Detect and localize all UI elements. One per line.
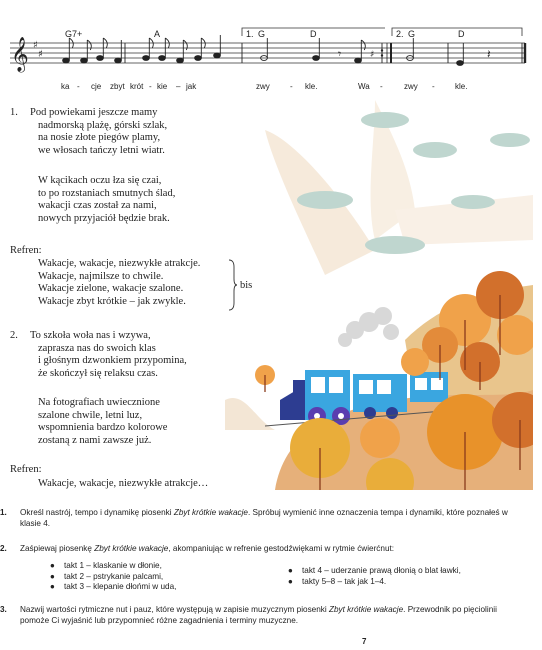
- lyric-syllable: -: [432, 82, 435, 91]
- verse-1-stanza-1: [10, 107, 168, 157]
- verse-2-stanza-1: [10, 330, 187, 380]
- chord-label: D: [458, 29, 465, 39]
- lyric-syllable: -: [77, 82, 80, 91]
- verse-line: nadmorską plażę, górski szlak,: [38, 119, 168, 131]
- task-number: 1.: [0, 508, 7, 517]
- verse-number: 1.: [10, 107, 18, 118]
- verse-line: to po rozstaniach smutnych ślad,: [38, 187, 176, 199]
- task-1: [0, 507, 528, 529]
- verse-line: W kącikach oczu łza się czai,: [38, 175, 162, 186]
- chord-label: G7+: [65, 29, 83, 39]
- chord-label: G: [258, 29, 266, 39]
- lyric-syllable: ka: [61, 82, 70, 91]
- task-number: 3.: [0, 605, 7, 614]
- lyric-syllable: zwy: [256, 82, 270, 91]
- bullet-list-left: [50, 561, 176, 593]
- train-landscape-illustration: [225, 100, 533, 490]
- lyric-syllable: krót: [130, 82, 144, 91]
- verse-line: szalone chwile, letni luz,: [38, 409, 143, 421]
- task-text: Nazwij wartości rytmiczne nut i pauz, które występują w zapisie muzycznym piosenki: [20, 605, 329, 614]
- list-item: ● takt 4 – uderzanie prawą dłonią o blat ławki,: [288, 566, 461, 575]
- svg-text:♯: ♯: [38, 49, 43, 60]
- verse-line: zaprasza nas do swoich klas: [38, 342, 156, 354]
- refrain-line: Wakacje zbyt krótkie – jak zwykle.: [38, 295, 186, 307]
- verse-line: Na fotografiach uwiecznione: [38, 397, 160, 408]
- list-item: ● takt 3 – klepanie dłońmi w uda,: [50, 582, 177, 591]
- song-title: Zbyt krótkie wakacje: [173, 508, 248, 517]
- svg-text:♯: ♯: [370, 50, 375, 60]
- verse-line: Pod powiekami jeszcze mamy: [30, 107, 158, 118]
- lyric-syllable: kle.: [305, 82, 318, 91]
- lyric-syllable: zbyt: [110, 82, 125, 91]
- song-title: Zbyt krótkie wakacje: [94, 544, 169, 553]
- chord-label: G: [408, 29, 416, 39]
- verse-1-stanza-2: [20, 175, 175, 225]
- task-text: , akompaniując w refrenie gestodźwiękami w rytmie ćwierćnut:: [168, 544, 395, 553]
- refrain-line: Wakacje zielone, wakacje szalone.: [38, 283, 184, 295]
- task-text: Określ nastrój, tempo i dynamikę piosenki: [20, 508, 174, 517]
- volta-2-label: 2.: [396, 29, 404, 39]
- list-item: ● takty 5–8 – tak jak 1–4.: [288, 576, 387, 586]
- bis-bracket: [228, 259, 238, 311]
- verse-line: To szkoła woła nas i wzywa,: [30, 330, 151, 341]
- list-item: ● takt 2 – pstrykanie palcami,: [50, 571, 164, 581]
- verse-2-stanza-2: [20, 397, 167, 447]
- verse-line: we włosach tańczy letni wiatr.: [38, 144, 165, 156]
- verse-line: wspomnienia bardzo kolorowe: [38, 422, 168, 434]
- lyric-syllable: -: [290, 82, 293, 91]
- refrain-line: Wakacje, wakacje, niezwykłe atrakcje.: [38, 258, 201, 269]
- verse-line: na nosie złote piegów plamy,: [38, 132, 161, 144]
- lyric-syllable: -: [149, 82, 152, 91]
- verse-line: wakacji czas został za nami,: [38, 200, 157, 212]
- verse-line: nowych przyjaciół będzie brak.: [38, 212, 170, 224]
- verse-number: 2.: [10, 330, 18, 341]
- svg-text:𝄾: 𝄾: [338, 47, 342, 61]
- refrain-label: Refren:: [10, 464, 42, 475]
- task-3: [0, 604, 528, 626]
- refrain: [20, 258, 200, 308]
- task-text: . Przewodnik po pięciolinii pomoże Ci wyjaśnić lub przypomnieć różne zagadnienia i terminy muzyczne.: [20, 605, 497, 625]
- lyric-syllable: Wa: [358, 82, 370, 91]
- lyric-syllable: kie: [157, 82, 168, 91]
- task-number: 2.: [0, 544, 7, 553]
- refrain-line: Wakacje, wakacje, niezwykłe atrakcje…: [38, 478, 209, 489]
- verse-line: i głośnym dzwonkiem przypomina,: [38, 355, 187, 367]
- verse-line: zostaną z nami zawsze już.: [38, 434, 152, 446]
- chord-label: D: [310, 29, 317, 39]
- verse-line: że skończył się relaksu czas.: [38, 367, 158, 379]
- lyric-syllable: cje: [91, 82, 102, 91]
- lyric-syllable: zwy: [404, 82, 418, 91]
- list-item: ● takt 1 – klaskanie w dłonie,: [50, 561, 162, 570]
- song-title: Zbyt krótkie wakacje: [328, 605, 404, 614]
- task-text: Zaśpiewaj piosenkę: [20, 544, 95, 553]
- page-number: 7: [362, 637, 367, 646]
- chord-label: A: [154, 29, 161, 39]
- volta-1-label: 1.: [246, 29, 254, 39]
- treble-clef-icon: 𝄞: [11, 37, 29, 72]
- task-2: [0, 543, 528, 554]
- task-text: . Spróbuj wymienić inne oznaczenia tempa i dynamiki, które poznałeś w klasie 4.: [20, 508, 508, 528]
- lyric-syllable: -: [380, 82, 383, 91]
- refrain-label: Refren:: [10, 245, 42, 256]
- lyric-syllable: kle.: [455, 82, 468, 91]
- bullet-list-right: [288, 566, 461, 587]
- lyric-syllable: –: [176, 82, 181, 91]
- lyric-syllable: jak: [186, 82, 197, 91]
- svg-text:𝄽: 𝄽: [487, 47, 491, 61]
- svg-text:♯: ♯: [33, 40, 38, 51]
- bis-label: bis: [240, 280, 253, 291]
- refrain-line: Wakacje, najmilsze to chwile.: [38, 270, 164, 282]
